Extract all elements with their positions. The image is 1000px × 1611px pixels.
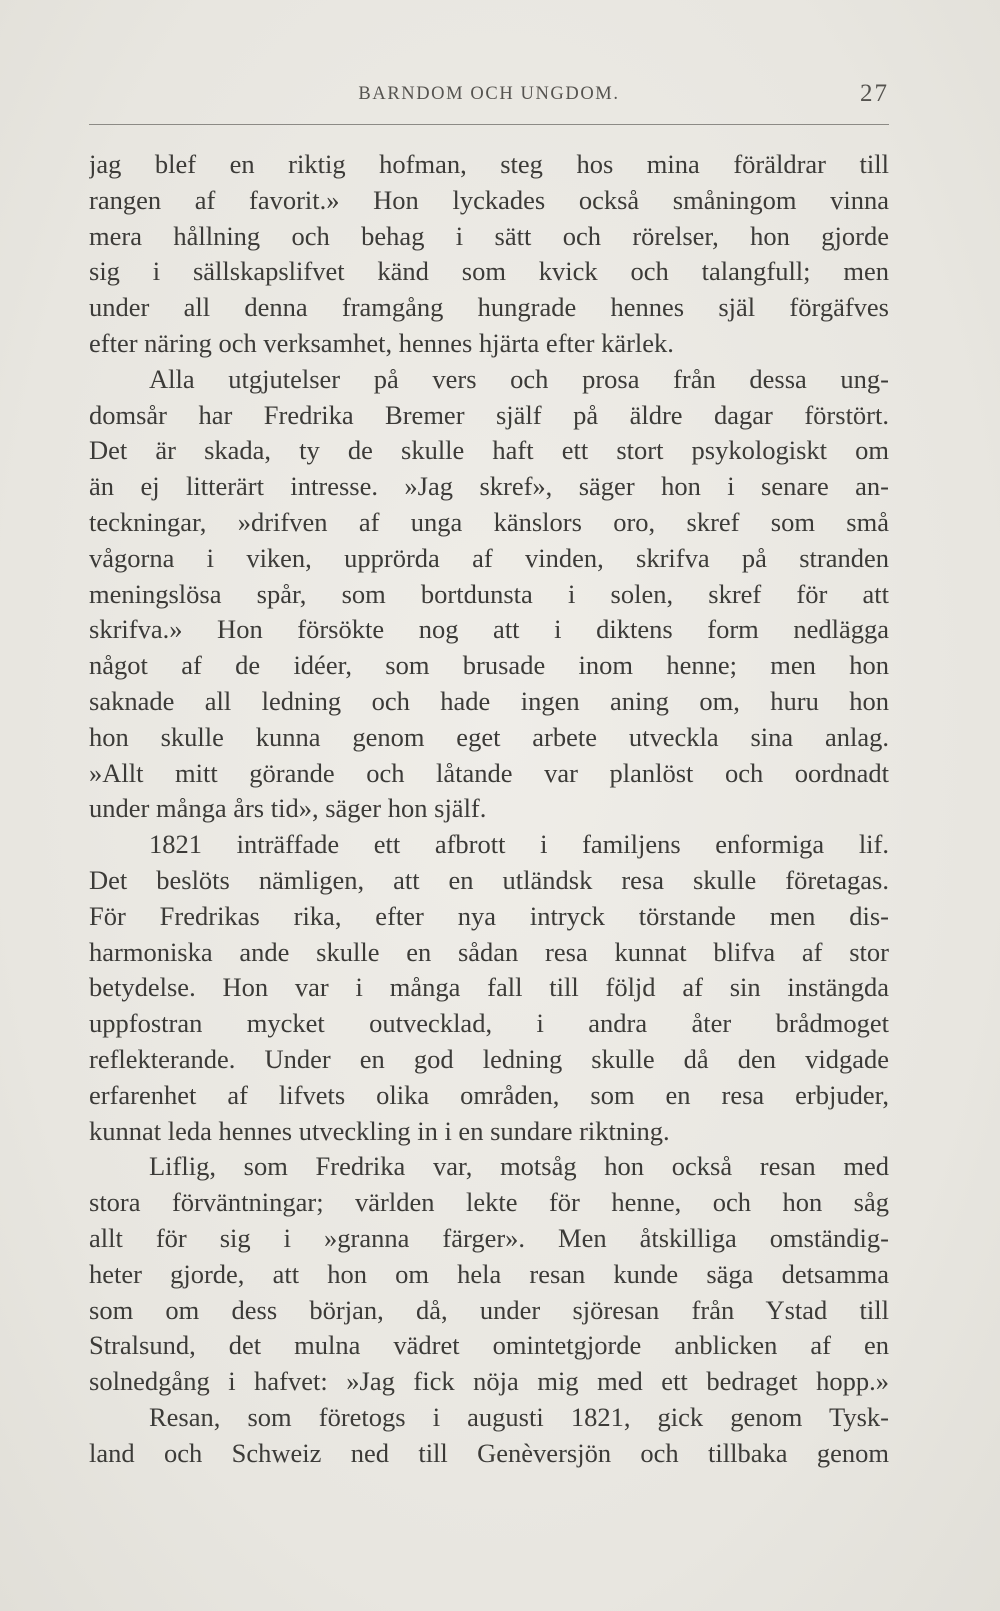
text-line: meningslösa spår, som bortdunsta i solen, skref för att: [89, 578, 889, 609]
text-line: saknade all ledning och hade ingen aning om, huru hon: [89, 685, 889, 716]
text-line: solnedgång i hafvet: »Jag fick nöja mig med ett bedraget hopp.»: [89, 1366, 889, 1397]
text-line: skrifva.» Hon försökte nog att i diktens form nedlägga: [89, 614, 889, 645]
page-header: [89, 80, 889, 110]
text-line: domsår har Fredrika Bremer själf på äldre dagar förstört.: [89, 399, 889, 430]
text-line: jag blef en riktig hofman, steg hos mina föräldrar till: [89, 149, 889, 179]
text-line: »Allt mitt görande och låtande var planlöst och oordnadt: [89, 757, 889, 788]
text-line: något af de idéer, som brusade inom henne; men hon: [89, 650, 889, 681]
text-line: hon skulle kunna genom eget arbete utveckla sina anlag.: [89, 721, 889, 752]
text-line: som om dess början, då, under sjöresan från Ystad till: [89, 1294, 889, 1325]
text-line: harmoniska ande skulle en sådan resa kunnat blifva af stor: [89, 936, 889, 967]
text-line: Alla utgjutelser på vers och prosa från dessa ung-: [149, 363, 889, 394]
text-line: Det är skada, ty de skulle haft ett stort psykologiskt om: [89, 435, 889, 466]
text-line: sig i sällskapslifvet känd som kvick och talangfull; men: [89, 256, 889, 287]
text-line: För Fredrikas rika, efter nya intryck törstande men dis-: [89, 900, 889, 931]
text-line: teckningar, »drifven af unga känslors oro, skref som små: [89, 506, 889, 537]
text-line: kunnat leda hennes utveckling in i en sundare riktning.: [89, 1115, 670, 1146]
body-text: [89, 147, 889, 1471]
header-rule: [89, 124, 889, 125]
text-line: Resan, som företogs i augusti 1821, gick genom Tysk-: [149, 1401, 889, 1432]
text-line: Liflig, som Fredrika var, motsåg hon också resan med: [149, 1151, 889, 1182]
text-line: Stralsund, det mulna vädret omintetgjorde anblicken af en: [89, 1330, 889, 1361]
running-title: BARNDOM OCH UNGDOM.: [358, 84, 620, 104]
text-line: efter näring och verksamhet, hennes hjärta efter kärlek.: [89, 327, 674, 358]
text-line: erfarenhet af lifvets olika områden, som en resa erbjuder,: [89, 1079, 889, 1110]
text-line: land och Schweiz ned till Genèversjön och tillbaka genom: [89, 1437, 889, 1468]
text-line: reflekterande. Under en god ledning skulle då den vidgade: [89, 1043, 889, 1074]
text-line: mera hållning och behag i sätt och rörelser, hon gjorde: [89, 220, 889, 251]
text-line: 1821 inträffade ett afbrott i familjens enformiga lif.: [149, 829, 889, 860]
text-line: betydelse. Hon var i många fall till följd af sin instängda: [89, 972, 889, 1003]
text-line: allt för sig i »granna färger». Men åtskilliga omständig-: [89, 1222, 889, 1253]
text-line: rangen af favorit.» Hon lyckades också småningom vinna: [89, 184, 889, 215]
page-number: 27: [860, 80, 889, 107]
text-line: under all denna framgång hungrade hennes själ förgäfves: [89, 292, 889, 323]
text-line: stora förväntningar; världen lekte för henne, och hon såg: [89, 1187, 889, 1218]
text-line: Det beslöts nämligen, att en utländsk resa skulle företagas.: [89, 864, 889, 895]
text-line: än ej litterärt intresse. »Jag skref», säger hon i senare an-: [89, 471, 889, 502]
text-line: heter gjorde, att hon om hela resan kunde säga detsamma: [89, 1258, 889, 1289]
text-line: uppfostran mycket outvecklad, i andra åter brådmoget: [89, 1008, 889, 1039]
text-line: vågorna i viken, upprörda af vinden, skrifva på stranden: [89, 542, 889, 573]
text-line: under många års tid», säger hon själf.: [89, 793, 487, 824]
